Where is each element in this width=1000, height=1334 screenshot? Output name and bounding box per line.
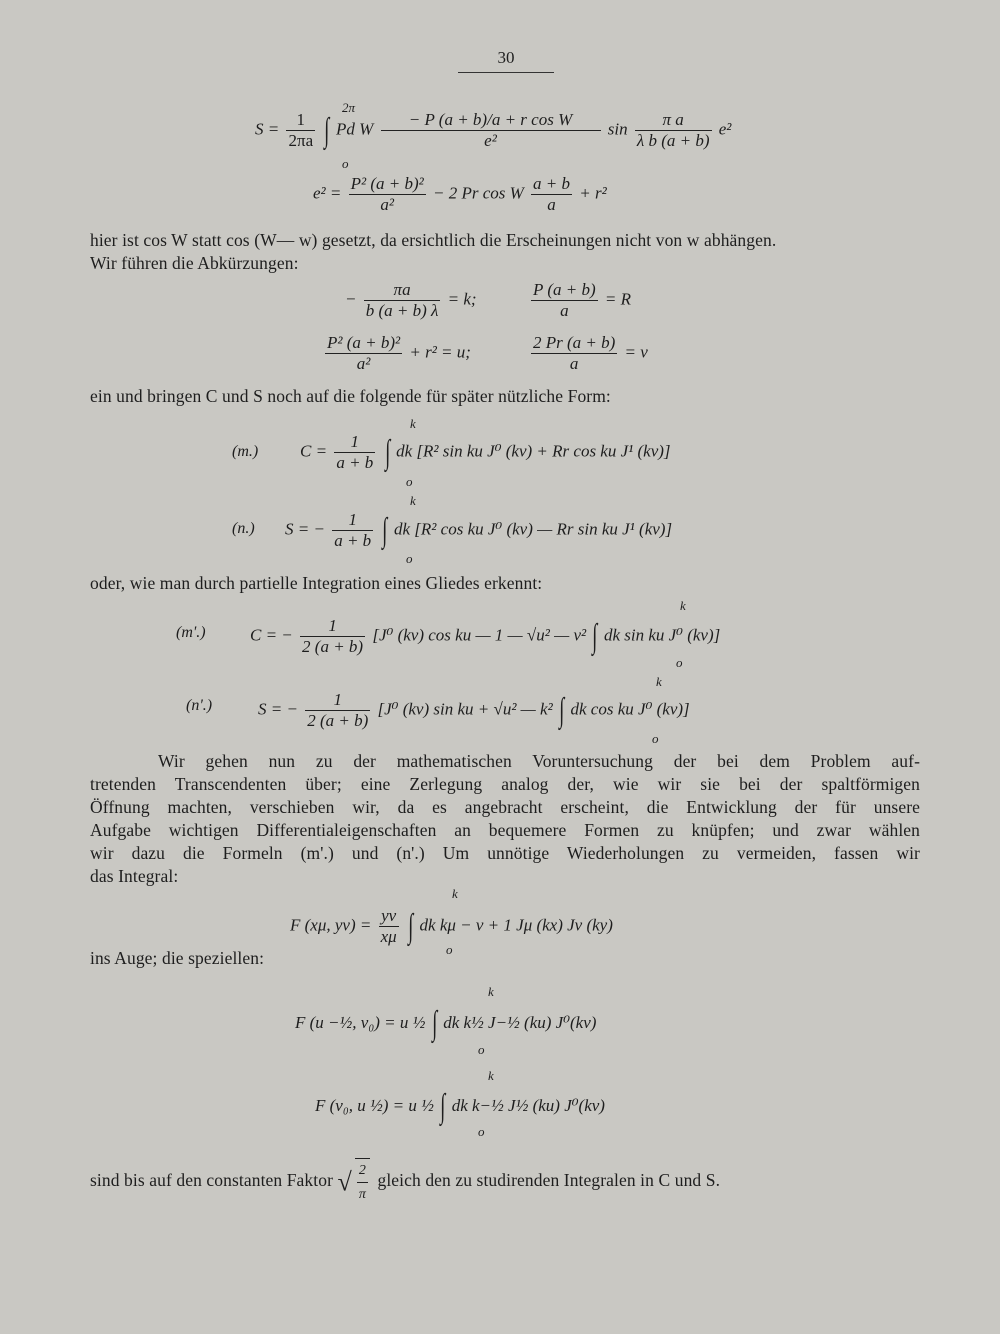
sqrt-fraction: $\frac{2}{\pi}$ [355,1158,370,1206]
label-n: (n.) [232,520,255,537]
integral-sign: ∫ [384,433,390,471]
equation-m-prime: C = − $\frac{1}{2 (a + b)}$ [J⁰ (kv) cos ku — 1 — √u² — v² ∫ dk sin ku J⁰ (kv)] [250,616,721,656]
paragraph-4-line-1: Wir gehen nun zu der mathematischen Voruntersuchung der bei dem Problem auf- [158,751,920,771]
paragraph-4-line-5: wir dazu die Formeln (m'.) und (n'.) Um unnötige Wiederholungen zu vermeiden, fassen wir [90,843,920,863]
eq1-lower-limit: o [342,156,349,171]
integral-sign: ∫ [408,907,414,945]
equation-S-integral: S = $\frac{1}{2\pi a}$ ∫ Pd W $\frac{\text{− P (a + b)/a + r cos W}}{\text{e²}}$ sin $\frac{\text{π a}}{\text{λ b (a + b)}}$ e² [255,110,732,150]
equation-e-squared: e² = $\frac{\text{P² (a + b)²}}{\text{a²}}$ − 2 Pr cos W $\frac{a + b}{a}$ + r² [313,174,607,214]
integral-sign: ∫ [382,511,388,549]
abbreviation-u: $\frac{\text{P² (a + b)²}}{\text{a²}}$ + r² = u; [327,333,471,373]
abbreviation-k: − $\frac{\pi a}{b (a + b) \lambda}$ = k; [345,280,477,320]
paragraph-4-line-4: Aufgabe wichtigen Differentialeigenschaften an bequemere Formen zu knüpfen; und zwar wählen [90,820,920,840]
equation-F-special-2: F (v₀, u ½) = u ½ ∫ dk k−½ J½ (ku) J⁰(kv) [315,1088,605,1125]
paragraph-4-line-6: das Integral: [90,866,179,886]
integral-sign: ∫ [431,1005,437,1042]
equation-n-prime: S = − $\frac{1}{2 (a + b)}$ [J⁰ (kv) sin ku + √u² — k² ∫ dk cos ku J⁰ (kv)] [258,690,690,730]
integral-sign: ∫ [592,617,598,655]
page-number: 30 [458,48,554,73]
sqrt-sign: √ [337,1167,352,1197]
paragraph-5: ins Auge; die speziellen: [90,948,265,968]
paragraph-3: oder, wie man durch partielle Integration eines Gliedes erkennt: [90,573,543,593]
eq1-fraction: $\frac{1}{2\pi a}$ [288,110,314,150]
equation-n: S = − $\frac{1}{a + b}$ ∫ dk [R² cos ku J⁰ (kv) — Rr sin ku J¹ (kv)] [285,510,673,550]
label-m-prime: (m'.) [176,624,206,641]
eq1-upper-limit: 2π [342,100,356,115]
label-m: (m.) [232,443,259,460]
integral-sign: ∫ [324,111,330,149]
equation-m: C = $\frac{1}{a + b}$ ∫ dk [R² sin ku J⁰ (kv) + Rr cos ku J¹ (kv)] [300,432,671,472]
paragraph-1-line-1: hier ist cos W statt cos (W— w) gesetzt, da ersichtlich die Erscheinungen nicht von w abhängen. [90,230,777,250]
paragraph-1-line-2: Wir führen die Abkürzungen: [90,253,299,273]
integral-sign: ∫ [440,1088,446,1125]
paragraph-4-line-3: Öffnung machten, verschieben wir, da es angebracht erscheint, die Entwicklung der für unsere [90,797,920,817]
abbreviation-v: $\frac{2 Pr (a + b)}{a}$ = v [533,333,648,373]
paragraph-6: sind bis auf den constanten Faktor √ $\frac{2}{\pi}$ gleich den zu studirenden Integralen in C und S. [90,1158,720,1206]
paragraph-4-line-2: tretenden Transcendenten über; eine Zerlegung analog der, wie wir sie bei der spaltförmigen [90,774,920,794]
eq1-exponent-fraction: $\frac{\text{− P (a + b)/a + r cos W}}{\text{e²}}$ [381,110,601,151]
book-page: 30 S = $\frac{1}{2\pi a}$ ∫ Pd W $\frac{\text{− P (a + b)/a + r cos W}}{\text{e²}}$ sin $\frac{\text{π a}}{\text{λ b (a + b)}}$ e² 2π o e² = $\frac{\text{P² (a + b)²}}{\text{a²}}$ − 2 Pr cos W $\frac{a + b}{a}$ + r² hier ist cos W statt cos (W— w) gesetzt, da ersichtlich die Erscheinungen nicht von w abhängen. Wir führen die Abkürzungen: − $\frac{\pi a}{b (a + b) \lambda}$ = k; $\frac{P (a + b)}{a}$ = R $\frac{\text{P² (a + b)²}}{\text{a²}}$ + r² = u; $\frac{2 Pr (a + b)}{a}$ = v ein und bringen C und S noch auf die folgende für später nützliche Form: (m.) C = $\frac{1}{a + b}$ ∫ dk [R² sin ku J⁰ (kv) + Rr cos ku J¹ (kv)] k o (n.) S = − $\frac{1}{a + b}$ ∫ dk [R² cos ku J⁰ (kv) — Rr sin ku J¹ (kv)] k o oder, wie man durch partielle Integration eines Gliedes erkennt: (m'.) C = − $\frac{1}{2 (a + b)}$ [J⁰ (kv) cos ku — 1 — √u² — v² ∫ dk sin ku J⁰ (kv)] k o (n'.) S = − $\frac{1}{2 (a + b)}$ [J⁰ (kv) sin ku + √u² — k² ∫ dk cos ku J⁰ (kv)] k o Wir gehen nun zu der mathematischen Voruntersuchung der bei dem Problem auf- tretenden Transcendenten über; eine Zerlegung analog der, wie wir sie bei der spaltförmigen Öffnung machten, verschieben wir, da es angebracht erscheint, die Entwicklung der für unsere Aufgabe wichtigen Differentialeigenschaften an bequemere Formen zu knüpfen; und zwar wählen wir dazu die Formeln (m'.) und (n'.) Um unnötige Wiederholungen zu vermeiden, fassen wir das Integral: F (xμ, yν) = $\frac{y\nu}{x\mu}$ ∫ dk kμ − ν + 1 Jμ (kx) Jν (ky) k o ins Auge; die speziellen: F (u −½, v₀) = u ½ ∫ dk k½ J−½ (ku) J⁰(kv) k o F (v₀, u ½) = u ½ ∫ dk k−½ J½ (ku) J⁰(kv) k o sind bis auf den constanten Faktor √ $\frac{2}{\pi}$ gleich den zu studirenden Integralen in C und S. [0,0,1000,1334]
paragraph-2: ein und bringen C und S noch auf die folgende für später nützliche Form: [90,386,611,406]
label-n-prime: (n'.) [186,697,213,714]
integral-sign: ∫ [559,691,565,729]
equation-F-general: F (xμ, yν) = $\frac{y\nu}{x\mu}$ ∫ dk kμ − ν + 1 Jμ (kx) Jν (ky) [290,906,613,946]
abbreviation-R: $\frac{P (a + b)}{a}$ = R [533,280,631,320]
eq1-lhs: S = [255,119,280,139]
equation-F-special-1: F (u −½, v₀) = u ½ ∫ dk k½ J−½ (ku) J⁰(kv) [295,1005,597,1042]
